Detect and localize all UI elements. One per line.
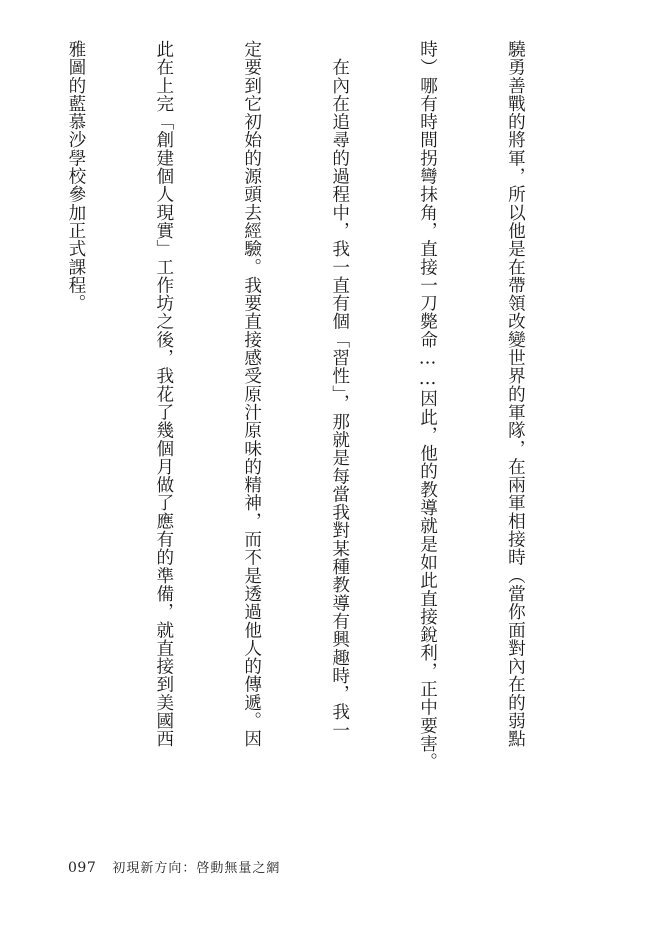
running-title: 初現新方向：啓動無量之網 [112, 861, 281, 876]
text-column: 雅圖的藍慕沙學校參加正式課程。 [65, 40, 86, 313]
text-column: 驍勇善戰的將軍，所以他是在帶領改變世界的軍隊，在兩軍相接時（當你面對內在的弱點 [505, 40, 526, 748]
text-column: 定要到它初始的源頭去經驗。我要直接感受原汁原味的精神，而不是透過他人的傳遞。因 [241, 40, 262, 748]
vertical-text-body [65, 40, 588, 832]
text-column: 在內在追尋的過程中，我一直有個「習性」，那就是每當我對某種教導有興趣時，我一 [329, 40, 350, 740]
blank-column [0, 40, 2, 69]
text-column: 時）哪有時間拐彎抹角，直接一刀斃命……因此，他的教導就是如此直接銳利，正中要害。 [417, 40, 438, 771]
text-column: 此在上完「創建個人現實」工作坊之後，我花了幾個月做了應有的準備，就直接到美國西 [153, 40, 174, 748]
page-number: 097 [68, 860, 97, 876]
page-footer [68, 857, 280, 876]
